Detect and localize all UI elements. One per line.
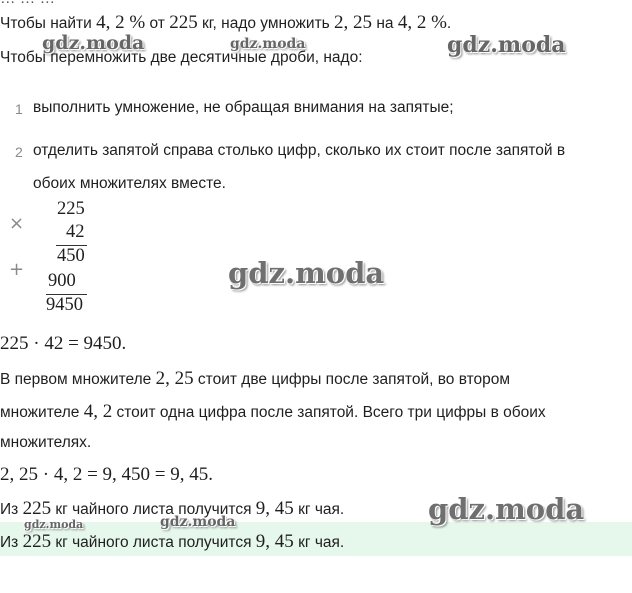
- intro-text: Чтобы найти: [0, 15, 97, 32]
- step-number: 1: [15, 101, 23, 117]
- step-text: обоих множителях вместе.: [33, 175, 226, 192]
- intro-text: на: [372, 15, 398, 32]
- answer-text: кг чайного листа получится: [51, 501, 256, 518]
- intro-math: 2, 25: [334, 12, 373, 33]
- watermark: gdz.moda: [230, 36, 306, 52]
- explanation-math: 2, 25: [155, 368, 194, 389]
- step-text: выполнить умножение, не обращая внимания на запятые;: [33, 99, 454, 116]
- partial-product-2: 900: [48, 271, 76, 291]
- equation-2: 2, 25 · 4, 2 = 9, 450 = 9, 45.: [0, 464, 214, 485]
- explanation-text: стоит одна цифра после запятой. Всего три цифры в обоих: [112, 404, 546, 421]
- answer-text: Из: [0, 534, 23, 551]
- partial-product-1: 450: [57, 246, 85, 266]
- answer-text: Из: [0, 501, 23, 518]
- intro-text: от: [145, 15, 170, 32]
- equation-1: 225 · 42 = 9450.: [0, 333, 127, 354]
- answer-math: 225: [22, 498, 52, 519]
- watermark: gdz.moda: [24, 518, 84, 531]
- answer-math: 225: [22, 531, 52, 552]
- rule-text: Чтобы перемножить две десятичные дроби, надо:: [0, 49, 363, 66]
- answer-text: кг чайного листа получится: [51, 534, 256, 551]
- answer-line-highlighted: [0, 531, 344, 553]
- factor-b: 42: [66, 222, 85, 242]
- watermark: gdz.moda: [160, 514, 236, 530]
- cut-off-line: [0, 0, 55, 8]
- answer-text: кг чая.: [293, 534, 345, 551]
- intro-math: 225: [169, 12, 198, 33]
- column-result: 9450: [46, 295, 83, 315]
- plus-sign: +: [9, 259, 25, 280]
- explanation-line: [0, 368, 510, 390]
- intro-math: 4, 2 %: [397, 12, 447, 33]
- watermark: gdz.moda: [228, 256, 385, 290]
- step-text: отделить запятой справа столько цифр, сколько их стоит после запятой в: [33, 142, 566, 159]
- intro-text: .: [446, 15, 452, 32]
- explanation-math: 4, 2: [83, 401, 113, 422]
- watermark: gdz.moda: [447, 32, 566, 58]
- explanation-text: множителе: [0, 404, 84, 421]
- answer-math: 9, 45: [255, 531, 294, 552]
- explanation-text: стоит две цифры после запятой, во втором: [193, 371, 511, 388]
- step-number: 2: [15, 144, 23, 160]
- intro-text: кг, надо умножить: [197, 15, 335, 32]
- watermark: gdz.moda: [428, 492, 585, 526]
- times-sign: ×: [9, 213, 25, 234]
- factor-a: 225: [57, 199, 85, 219]
- explanation-line: [0, 401, 546, 423]
- watermark: gdz.moda: [42, 32, 145, 54]
- intro-math: 4, 2 %: [96, 12, 146, 33]
- intro-line: [0, 12, 451, 34]
- answer-text: кг чая.: [293, 501, 345, 518]
- explanation-text: В первом множителе: [0, 371, 156, 388]
- answer-math: 9, 45: [255, 498, 294, 519]
- explanation-line: множителях.: [0, 434, 92, 451]
